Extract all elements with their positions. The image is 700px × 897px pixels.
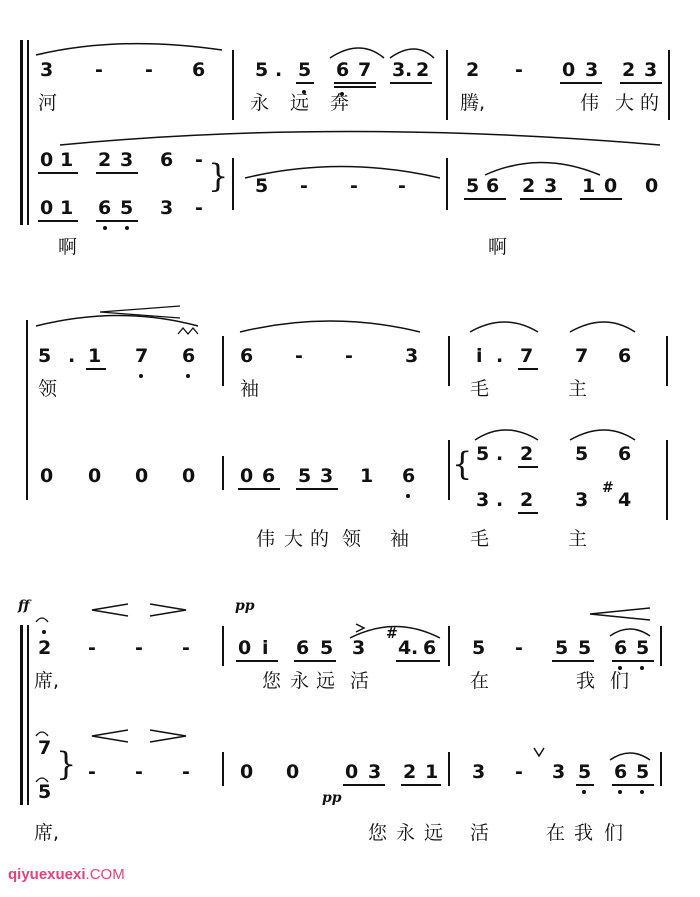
lyric: 主 [568,378,588,400]
barline [448,440,450,500]
note: 2 [622,59,636,81]
lyric: 伟 [256,528,276,550]
dash: - [145,59,153,81]
note: 5 [298,465,312,487]
lyric: 您 [368,822,388,844]
lyric: 毛 [470,528,490,550]
note: 5 [255,59,269,81]
note: 5 [636,761,650,783]
note: 4 [398,637,412,659]
note: 6 [336,59,350,81]
rest: 0 [345,761,359,783]
watermark: qiyuexuexi.COM [8,866,125,883]
dot-extension: . [496,489,504,511]
barline [222,626,224,666]
note: 7 [135,345,149,367]
lyric: 袖 [390,528,410,550]
lyric: 袖 [240,378,260,400]
barline [446,50,448,120]
note: 6 [614,761,628,783]
lyric: 您 [262,670,282,692]
sharp-sign: # [386,626,398,642]
dynamic-marks [0,590,700,830]
note: 6 [618,345,632,367]
dynamic-ff: ff [18,598,30,614]
note: 7 [38,737,52,759]
note: 3 [120,149,134,171]
barline [232,50,234,120]
note: 0 [645,175,659,197]
dash: - [345,345,353,367]
note: 5 [578,761,592,783]
note: 3 [644,59,658,81]
note: 5 [472,637,486,659]
note: 3 [472,761,486,783]
lyric: 我 [576,670,596,692]
dash: - [300,175,308,197]
dash: - [398,175,406,197]
note: 5 [120,197,134,219]
note: 5 [476,443,490,465]
dot-extension: . [496,443,504,465]
note: 3 [405,345,419,367]
note: 6 [98,197,112,219]
barline [222,456,224,490]
lyric: 席, [34,670,60,692]
lyric: 主 [568,528,588,550]
barline [666,440,668,520]
dash: - [88,761,96,783]
note: 3 [352,637,366,659]
note: 1 [582,175,596,197]
note: 0 [604,175,618,197]
rest: 0 [182,465,196,487]
note: 0 [40,197,54,219]
note: 2 [520,489,534,511]
rest: 0 [240,761,254,783]
lyric: 的 [310,528,330,550]
note: 6 [240,345,254,367]
lyric: 领 [38,378,58,400]
note: 3 [585,59,599,81]
note: 5 [466,175,480,197]
dynamic-pp: pp [235,598,255,614]
lyric: 们 [610,670,630,692]
note: 2 [38,637,52,659]
note: 0 [40,149,54,171]
note: 1 [60,197,74,219]
rest: 0 [286,761,300,783]
note: 5 [320,637,334,659]
note: 2 [403,761,417,783]
lyric: 在 [546,822,566,844]
lyric: 毛 [470,378,490,400]
note: 7 [520,345,534,367]
note: 5 [578,637,592,659]
lyric: 永 [396,822,416,844]
note: 2 [522,175,536,197]
note: 3 [160,197,174,219]
note: 7 [575,345,589,367]
dash: - [515,59,523,81]
note: 3 [476,489,490,511]
lyric: 远 [424,822,444,844]
barline [448,626,450,666]
barline [222,752,224,786]
barline [660,626,662,666]
note: 3 [575,489,589,511]
lyric: 大 [284,528,304,550]
lyric: 活 [470,822,490,844]
note: 5 [255,175,269,197]
note: 3 [392,59,406,81]
lyric: 领 [342,528,362,550]
note: 1 [360,465,374,487]
note: 3 [368,761,382,783]
lyric: 远 [316,670,336,692]
note: 2 [98,149,112,171]
note: 4 [618,489,632,511]
dash: - [195,197,203,219]
lyric: 永 [250,92,270,114]
dynamic-pp: pp [322,790,342,806]
rest: 0 [40,465,54,487]
barline [666,336,668,386]
note: 6 [262,465,276,487]
brace: { [452,445,473,483]
lyric: 们 [604,822,624,844]
dot-extension: . [68,345,76,367]
lyric: 啊 [58,236,78,258]
note: 0 [562,59,576,81]
dash: - [195,149,203,171]
dash: - [295,345,303,367]
barline [232,158,234,210]
dash: - [135,637,143,659]
lyric: 席, [34,822,60,844]
rest: 0 [135,465,149,487]
barline [448,336,450,386]
note: 5 [298,59,312,81]
slur-marks [0,290,700,530]
note: 6 [486,175,500,197]
note: 5 [575,443,589,465]
note: 6 [192,59,206,81]
note: 3 [320,465,334,487]
barline [446,158,448,210]
note: 6 [182,345,196,367]
lyric: 远 [290,92,310,114]
note: 2 [466,59,480,81]
lyric: 活 [350,670,370,692]
note: 3 [544,175,558,197]
note: 1 [60,149,74,171]
dash: - [182,761,190,783]
note: 5 [38,781,52,803]
barline [660,752,662,786]
note: 6 [402,465,416,487]
dash: - [135,761,143,783]
dot-extension: . [405,59,413,81]
dash: - [95,59,103,81]
note: 6 [618,443,632,465]
note: 1 [425,761,439,783]
barline [448,752,450,786]
brace: } [56,745,77,783]
lyric: 伟 [580,92,600,114]
lyric: 河 [38,92,58,114]
note: 6 [160,149,174,171]
note: 5 [38,345,52,367]
note: i [476,345,483,367]
lyric: 永 [290,670,310,692]
barline [222,336,224,386]
rest: 0 [88,465,102,487]
note: 7 [358,59,372,81]
dash: - [515,637,523,659]
note: 5 [555,637,569,659]
note: 6 [423,637,437,659]
note: 3 [40,59,54,81]
lyric: 在 [470,670,490,692]
note: 1 [88,345,102,367]
dot-extension: . [411,637,419,659]
dot-extension: . [496,345,504,367]
sharp-sign: # [602,480,614,496]
lyric: 的 [640,92,660,114]
note: 2 [520,443,534,465]
note: 3 [552,761,566,783]
note: 0 [238,637,252,659]
note: 6 [296,637,310,659]
note: 6 [614,637,628,659]
note: 5 [636,637,650,659]
dash: - [515,761,523,783]
lyric: 大 [615,92,635,114]
note: i [262,637,269,659]
lyric: 我 [574,822,594,844]
note: 0 [240,465,254,487]
lyric: 奔 [330,92,350,114]
note: 2 [416,59,430,81]
barline [668,50,670,120]
dot-extension: . [275,59,283,81]
dash: - [88,637,96,659]
dash: - [182,637,190,659]
lyric: 腾, [460,92,486,114]
lyric: 啊 [488,236,508,258]
brace: } [208,157,229,195]
dash: - [350,175,358,197]
